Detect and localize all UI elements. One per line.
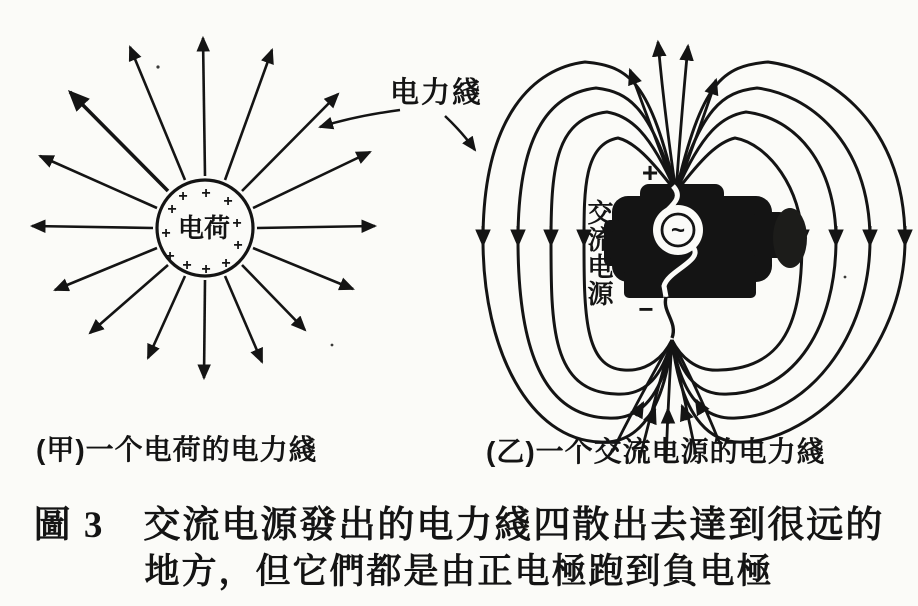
- field-line: [253, 248, 353, 289]
- field-line: [90, 265, 168, 333]
- charge-field-diagram: [32, 38, 375, 378]
- charge-label: 电荷: [177, 213, 231, 243]
- field-line: [32, 226, 153, 228]
- plus-symbol: +: [232, 215, 242, 232]
- figure-caption-line2: 地方，但它們都是由正电極跑到負电極: [144, 552, 774, 591]
- scan-speck: [156, 65, 159, 68]
- plus-symbol: +: [201, 261, 211, 278]
- wire-to-bottom: [665, 297, 673, 338]
- ac-source-blob: [604, 184, 807, 298]
- field-line-pointer-label: 电力綫: [390, 77, 484, 109]
- left-subcaption: (甲)一个电荷的电力綫: [36, 434, 318, 465]
- field-line: [257, 226, 375, 228]
- figure-caption-line1: 圖 3 交流电源發出的电力綫四散出去達到很远的: [33, 505, 885, 546]
- plus-symbol: +: [182, 257, 192, 274]
- plus-symbol: +: [233, 237, 243, 254]
- pointer-arrow-right: [445, 116, 475, 150]
- scan-speck: [331, 344, 334, 347]
- plus-symbol: +: [223, 193, 233, 210]
- pointer-arrow-left: [320, 110, 400, 127]
- field-line: [242, 265, 305, 330]
- scan-speck: [844, 276, 847, 279]
- plus-symbol: +: [221, 255, 231, 272]
- plus-terminal: +: [641, 157, 659, 188]
- field-line: [203, 38, 205, 176]
- right-subcaption: (乙)一个交流电源的电力綫: [486, 436, 826, 467]
- blob-knob: [773, 208, 807, 268]
- field-line: [204, 280, 205, 378]
- field-line: [55, 248, 157, 290]
- ac-source-label: 交流电源: [584, 199, 614, 307]
- field-line: [225, 276, 262, 362]
- plus-symbol: +: [201, 185, 211, 202]
- plus-symbol: +: [178, 188, 188, 205]
- ac-field-diagram: [483, 42, 905, 462]
- field-line: [225, 50, 272, 180]
- plus-symbol: +: [165, 248, 175, 265]
- plus-symbol: +: [167, 201, 177, 218]
- minus-terminal: −: [638, 294, 654, 324]
- field-line: [148, 276, 185, 358]
- pointer-arrows: [320, 110, 475, 150]
- plus-symbol: +: [161, 225, 171, 242]
- ac-tilde-symbol: ~: [670, 217, 686, 244]
- field-line: [242, 94, 338, 191]
